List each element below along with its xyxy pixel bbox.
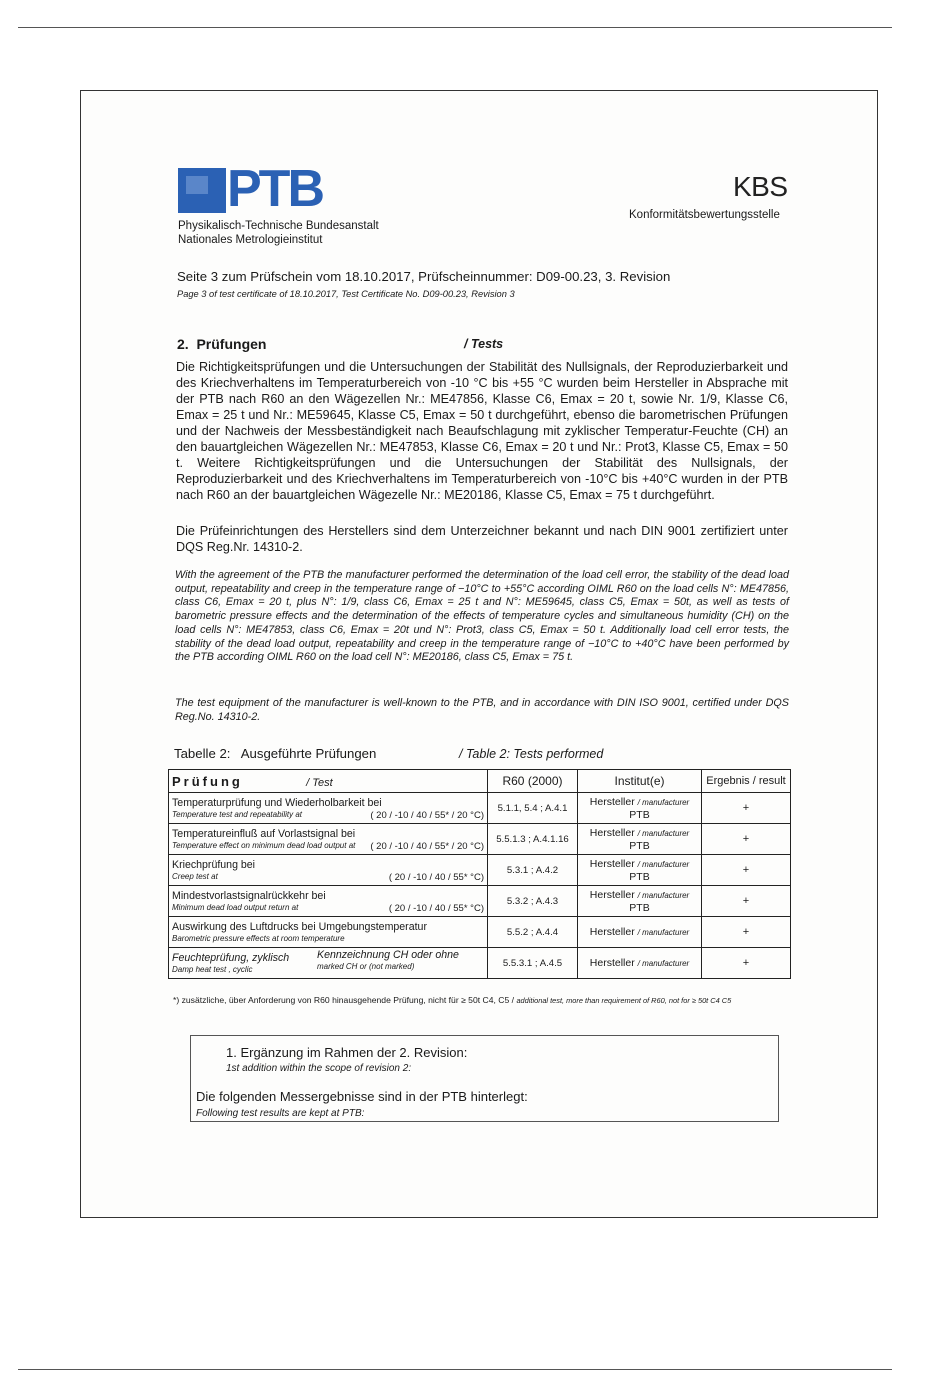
revision-heading-en: 1st addition within the scope of revision 2: xyxy=(226,1063,412,1074)
kbs-label: KBS xyxy=(733,171,788,202)
header-test-de: Prüfung xyxy=(172,773,243,789)
table-row xyxy=(169,917,791,948)
institute-name-en: / manufacturer xyxy=(637,828,690,838)
ptb-logo-text: PTB xyxy=(227,160,322,218)
header-r60: R60 (2000) xyxy=(488,770,578,793)
header-result: Ergebnis / result xyxy=(702,770,791,793)
institute-name: Hersteller xyxy=(589,888,635,901)
section-title-de: Prüfungen xyxy=(196,336,267,352)
test-name-en: Damp heat test , cyclic xyxy=(172,964,253,974)
institute-cell xyxy=(578,917,702,948)
table-row xyxy=(169,948,791,979)
table-title-de: Tabelle 2: Ausgeführte Prüfungen xyxy=(174,746,377,761)
test-name-en: Minimum dead load output return at xyxy=(172,902,299,912)
institute-name: Hersteller xyxy=(589,925,635,938)
result-cell: + xyxy=(702,793,791,824)
r60-clause: 5.5.2 ; A.4.4 xyxy=(488,917,578,948)
revision-line-en: Following test results are kept at PTB: xyxy=(196,1108,365,1119)
page-line-de: Seite 3 zum Prüfschein vom 18.10.2017, Prüfscheinnummer: D09-00.23, 3. Revision xyxy=(177,269,671,284)
paragraph-de-2: Die Prüfeinrichtungen des Herstellers sind dem Unterzeichner bekannt und nach DIN 9001 zertifiziert unter DQS Reg.Nr. 14310-2. xyxy=(176,524,788,554)
result-cell: + xyxy=(702,855,791,886)
tests-table xyxy=(168,769,791,979)
marking-note-en: marked CH or (not marked) xyxy=(317,962,415,971)
header-test-en: / Test xyxy=(306,776,333,789)
test-name-de: Mindestvorlastsignalrückkehr bei xyxy=(172,889,326,902)
section-heading xyxy=(177,336,266,352)
test-condition: ( 20 / -10 / 40 / 55* / 20 °C) xyxy=(370,841,484,852)
institute-name: Hersteller xyxy=(589,795,635,808)
header-institute: Institut(e) xyxy=(578,770,702,793)
table-row xyxy=(169,855,791,886)
table-row xyxy=(169,824,791,855)
institute-cell xyxy=(578,948,702,979)
institute-name: Hersteller xyxy=(589,826,635,839)
test-cell xyxy=(169,917,488,948)
institute-cell xyxy=(578,886,702,917)
institute-name: Hersteller xyxy=(589,956,635,969)
test-cell xyxy=(169,793,488,824)
institute-ptb: PTB xyxy=(629,839,650,852)
test-name-de: Auswirkung des Luftdrucks bei Umgebungstemperatur xyxy=(172,920,427,933)
table-row xyxy=(169,886,791,917)
institute-name: Physikalisch-Technische Bundesanstalt xyxy=(178,220,379,232)
test-condition: ( 20 / -10 / 40 / 55* / 20 °C) xyxy=(370,810,484,821)
test-name-en: Temperature test and repeatability at xyxy=(172,809,303,819)
paragraph-en-2: The test equipment of the manufacturer is well-known to the PTB, and in accordance with DIN ISO 9001, certified under DQS Reg.No. 14310-2. xyxy=(175,697,789,723)
r60-clause: 5.1.1, 5.4 ; A.4.1 xyxy=(488,793,578,824)
marking-note-de: Kennzeichnung CH oder ohne xyxy=(317,949,459,961)
institute-cell xyxy=(578,824,702,855)
test-condition: ( 20 / -10 / 40 / 55* °C) xyxy=(388,872,484,883)
institute-ptb: PTB xyxy=(629,808,650,821)
table-title-en: / Table 2: Tests performed xyxy=(459,747,604,761)
institute-ptb: PTB xyxy=(629,870,650,883)
paragraph-en-1: With the agreement of the PTB the manufacturer performed the determination of the load cell error, the stability of the dead load output, repeatability and creep in the temperature range of −10°C to +55°C according OIML R60 on the load cells N°: ME47856, class C6, Emax = 20 t, plus N°: 1/9, class C6, Emax = 25 t and N°: ME59645, class C5, Emax = 50t, as well as tests of barometric pressure effects and the determination of the effects of temperature cycles and simultaneous humidity (CH) on the load cells N°: ME47853, class C6, Emax = 20t und N°: Prot3, class C5, Emax = 50 t. Additionally load cell error tests, the stability of the dead load output, repeatability and creep in the temperature range of −10°C to +40°C have been performed by the PTB according OIML R60 on the load cell N°: ME20186, class C5, Emax = 75 t. xyxy=(175,569,789,664)
test-name-de: Feuchteprüfung, zyklisch xyxy=(172,951,290,964)
table-header-row xyxy=(169,770,791,793)
result-cell: + xyxy=(702,886,791,917)
institute-cell xyxy=(578,855,702,886)
institute-ptb: PTB xyxy=(629,901,650,914)
bottom-rule xyxy=(18,1369,892,1370)
test-condition: ( 20 / -10 / 40 / 55* °C) xyxy=(388,903,484,914)
result-cell: + xyxy=(702,917,791,948)
test-cell xyxy=(169,824,488,855)
test-name-en: Temperature effect on minimum dead load output at xyxy=(172,840,356,850)
institute-name-en: / manufacturer xyxy=(637,859,690,869)
paragraph-de-1: Die Richtigkeitsprüfungen und die Untersuchungen der Stabilität des Nullsignals, der Reproduzierbarkeit und des Kriechverhaltens im Temperaturbereich von -10 °C bis +55 °C wurden beim Hersteller in Absprache mit der PTB nach R60 an den Wägezellen Nr.: ME47856, Klasse C6, Emax = 20 t, sowie Nr. 1/9, Klasse C6, Emax = 25 t und Nr.: ME59645, Klasse C5, Emax = 50 t durchgeführt, ebenso die barometrischen Prüfungen und der Nachweis der Messbeständigkeit nach Beaufschlagung mit zyklischer Temperatur-Feuchte (CH) an den bauartgleichen Wägezellen Nr.: ME47853, Klasse C6, Emax = 20 t und Nr.: Prot3, Klasse C5, Emax = 50 t. Weitere Richtigkeitsprüfungen und die Untersuchungen der Stabilität des Nullsignals, der Reproduzierbarkeit und des Kriechverhaltens im Temperaturbereich von -10°C bis +40°C wurden in der PTB nach R60 an der bauartgleichen Wägezelle Nr.: ME20186, Klasse C5, Emax = 75 t durchgeführt. xyxy=(176,360,788,502)
result-cell: + xyxy=(702,824,791,855)
footnote-de: *) zusätzliche, über Anforderung von R60 hinausgehende Prüfung, nicht für ≥ 50t C4, C5 / xyxy=(173,995,515,1005)
kbs-subtitle: Konformitätsbewertungsstelle xyxy=(629,209,780,221)
test-name-en: Barometric pressure effects at room temperature xyxy=(172,933,345,943)
institute-cell xyxy=(578,793,702,824)
institute-name-en: / manufacturer xyxy=(637,797,690,807)
r60-clause: 5.3.2 ; A.4.3 xyxy=(488,886,578,917)
test-name-de: Kriechprüfung bei xyxy=(172,858,256,871)
footnote-en: additional test, more than requirement of R60, not for ≥ 50t C4 C5 xyxy=(516,996,732,1005)
r60-clause: 5.3.1 ; A.4.2 xyxy=(488,855,578,886)
test-cell xyxy=(169,855,488,886)
header-test xyxy=(169,770,488,793)
table-footnote xyxy=(173,995,797,1006)
test-name-de: Temperatureinfluß auf Vorlastsignal bei xyxy=(172,827,356,840)
institute-name: Hersteller xyxy=(589,857,635,870)
institute-subtitle: Nationales Metrologieinstitut xyxy=(178,234,323,246)
institute-name-en: / manufacturer xyxy=(637,927,690,937)
test-cell xyxy=(169,948,488,979)
scanned-certificate-page xyxy=(80,90,878,1218)
test-name-de: Temperaturprüfung und Wiederholbarkeit bei xyxy=(172,796,382,809)
result-cell: + xyxy=(702,948,791,979)
page-line-en: Page 3 of test certificate of 18.10.2017, Test Certificate No. D09-00.23, Revision 3 xyxy=(177,289,515,299)
test-name-en: Creep test at xyxy=(172,871,218,881)
revision-heading-de: 1. Ergänzung im Rahmen der 2. Revision: xyxy=(226,1045,468,1060)
r60-clause: 5.5.1.3 ; A.4.1.16 xyxy=(488,824,578,855)
top-rule xyxy=(18,27,892,28)
section-number: 2. xyxy=(177,336,189,352)
table-row xyxy=(169,793,791,824)
test-cell xyxy=(169,886,488,917)
r60-clause: 5.5.3.1 ; A.4.5 xyxy=(488,948,578,979)
marking-note xyxy=(317,949,459,972)
revision-line-de: Die folgenden Messergebnisse sind in der PTB hinterlegt: xyxy=(196,1089,528,1104)
institute-name-en: / manufacturer xyxy=(637,958,690,968)
institute-name-en: / manufacturer xyxy=(637,890,690,900)
section-title-en: / Tests xyxy=(464,337,504,351)
ptb-logo-icon xyxy=(178,168,226,213)
